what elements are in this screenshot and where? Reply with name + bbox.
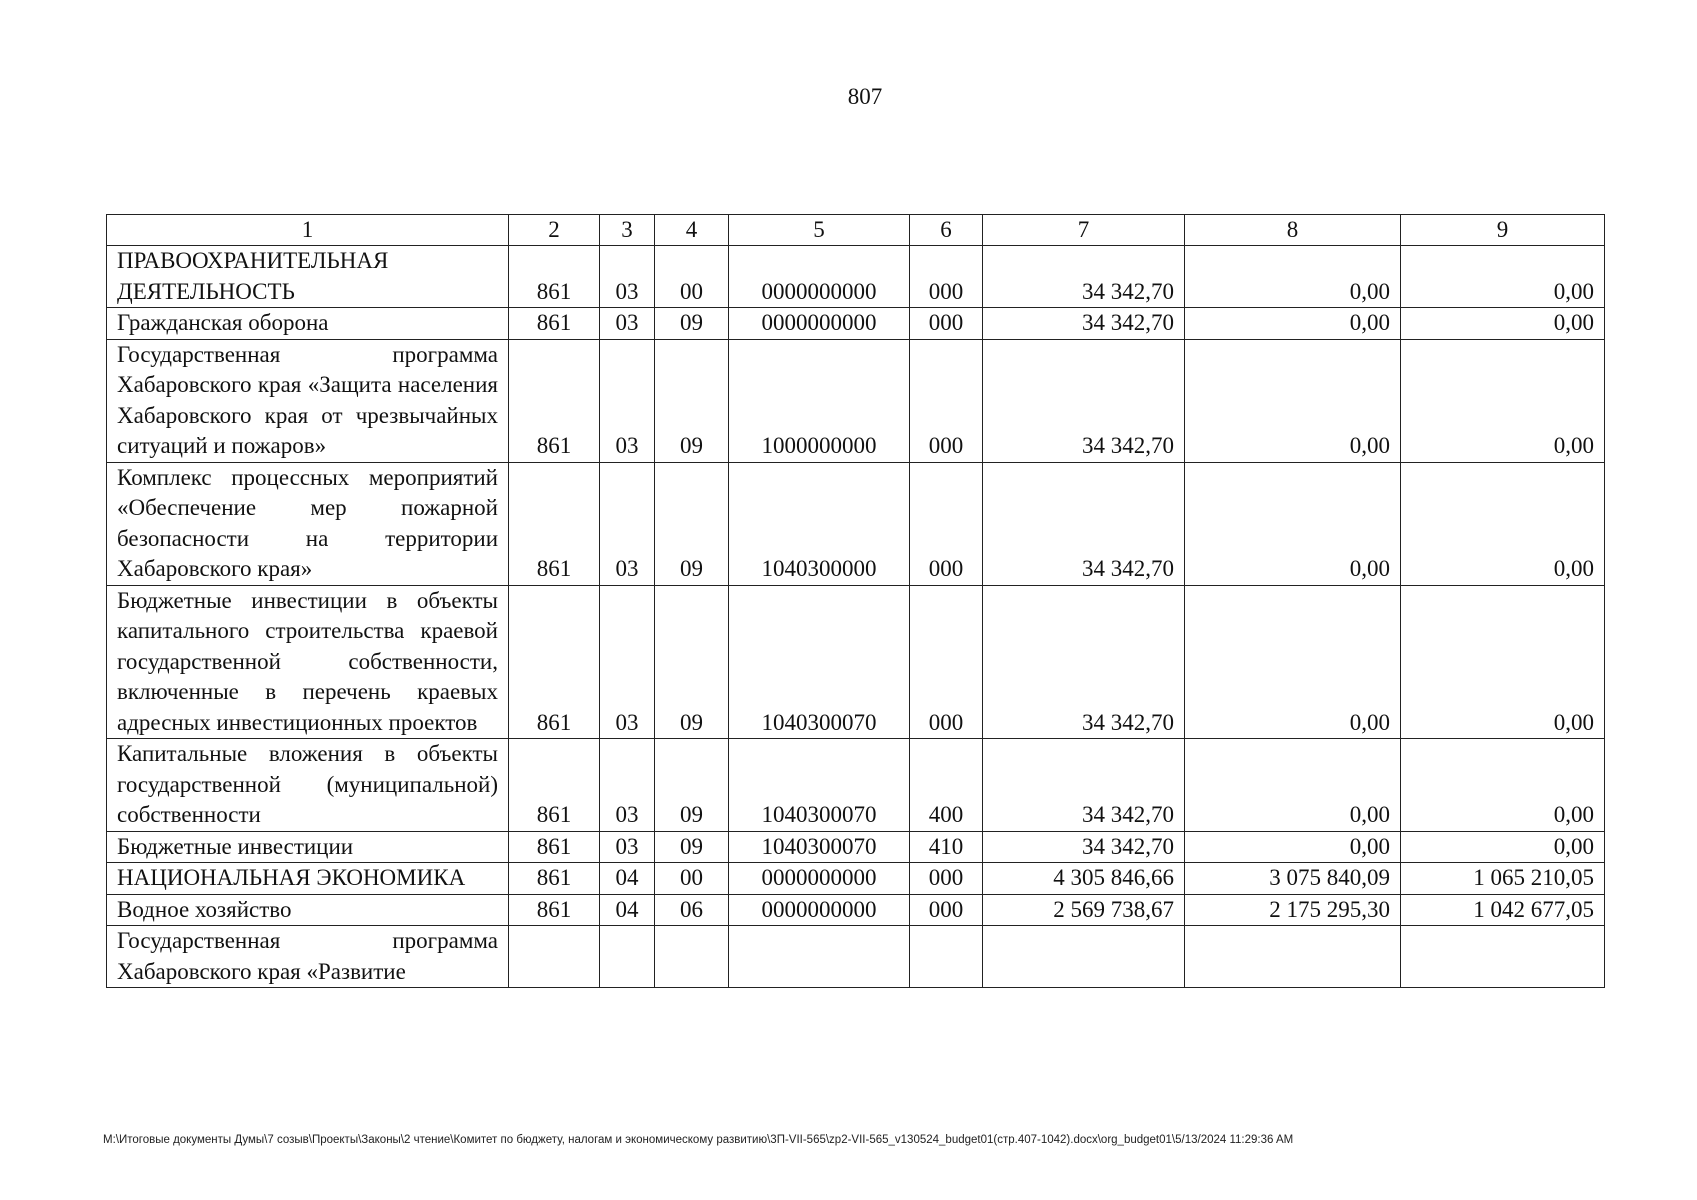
row-amount-8: 3 075 840,09 — [1185, 863, 1401, 895]
col-header-2: 2 — [509, 215, 600, 246]
row-code-3: 03 — [600, 831, 655, 863]
row-amount-9: 0,00 — [1401, 339, 1605, 462]
row-code-3: 03 — [600, 739, 655, 832]
row-code-5: 0000000000 — [729, 863, 910, 895]
header-row — [107, 215, 1605, 246]
row-amount-8: 0,00 — [1185, 339, 1401, 462]
row-code-6: 400 — [910, 739, 983, 832]
col-header-9: 9 — [1401, 215, 1605, 246]
row-code-3: 03 — [600, 585, 655, 739]
row-code-3 — [600, 926, 655, 988]
budget-table — [106, 214, 1605, 988]
row-amount-7: 34 342,70 — [983, 462, 1185, 585]
row-code-3: 04 — [600, 894, 655, 926]
row-amount-9: 0,00 — [1401, 246, 1605, 308]
row-name: Водное хозяйство — [107, 894, 509, 926]
table-row — [107, 585, 1605, 739]
row-name: НАЦИОНАЛЬНАЯ ЭКОНОМИКА — [107, 863, 509, 895]
row-code-5: 1040300070 — [729, 739, 910, 832]
table-row — [107, 739, 1605, 832]
row-name: Гражданская оборона — [107, 308, 509, 340]
row-code-2: 861 — [509, 246, 600, 308]
table-row — [107, 308, 1605, 340]
row-name: Комплекс процессных мероприятий «Обеспечение мер пожарной безопасности на территории Хабаровского края» — [107, 462, 509, 585]
row-code-4: 09 — [655, 831, 729, 863]
row-code-5: 1000000000 — [729, 339, 910, 462]
row-amount-7: 34 342,70 — [983, 585, 1185, 739]
row-code-4: 06 — [655, 894, 729, 926]
row-amount-7: 4 305 846,66 — [983, 863, 1185, 895]
row-amount-9: 0,00 — [1401, 308, 1605, 340]
row-code-5 — [729, 926, 910, 988]
row-code-4: 09 — [655, 739, 729, 832]
row-code-3: 03 — [600, 308, 655, 340]
footer-file-path: M:\Итоговые документы Думы\7 созыв\Проекты\Законы\2 чтение\Комитет по бюджету, налогам и экономическому развитию\3П-VII-565\zp2-VII-565_v130524_budget01(стр.407-1042).docx\org_budget01\5/13/2024 11:29:36 AM — [103, 1134, 1294, 1146]
row-code-5: 1040300070 — [729, 831, 910, 863]
row-code-5: 0000000000 — [729, 894, 910, 926]
row-name: Бюджетные инвестиции в объекты капитального строительства краевой государственной собственности, включенные в перечень краевых адресных инвестиционных проектов — [107, 585, 509, 739]
row-amount-7 — [983, 926, 1185, 988]
row-amount-8: 0,00 — [1185, 246, 1401, 308]
row-amount-7: 34 342,70 — [983, 308, 1185, 340]
page-number: 807 — [847, 84, 883, 109]
row-name: Бюджетные инвестиции — [107, 831, 509, 863]
row-code-2: 861 — [509, 894, 600, 926]
row-amount-8: 0,00 — [1185, 585, 1401, 739]
row-amount-9: 1 042 677,05 — [1401, 894, 1605, 926]
row-amount-9: 0,00 — [1401, 585, 1605, 739]
table-row — [107, 926, 1605, 988]
row-amount-9 — [1401, 926, 1605, 988]
row-code-6: 000 — [910, 308, 983, 340]
row-code-5: 1040300000 — [729, 462, 910, 585]
row-code-4: 09 — [655, 462, 729, 585]
row-code-4 — [655, 926, 729, 988]
row-amount-8: 0,00 — [1185, 462, 1401, 585]
row-code-4: 00 — [655, 246, 729, 308]
row-code-6 — [910, 926, 983, 988]
col-header-3: 3 — [600, 215, 655, 246]
row-code-4: 09 — [655, 308, 729, 340]
row-code-6: 410 — [910, 831, 983, 863]
row-code-4: 00 — [655, 863, 729, 895]
row-amount-9: 1 065 210,05 — [1401, 863, 1605, 895]
col-header-1: 1 — [107, 215, 509, 246]
row-name: Государственная программа Хабаровского края «Защита населения Хабаровского края от чрезвычайных ситуаций и пожаров» — [107, 339, 509, 462]
row-amount-9: 0,00 — [1401, 462, 1605, 585]
table-row — [107, 339, 1605, 462]
row-code-5: 0000000000 — [729, 308, 910, 340]
row-amount-9: 0,00 — [1401, 831, 1605, 863]
row-amount-7: 2 569 738,67 — [983, 894, 1185, 926]
row-name: Капитальные вложения в объекты государственной (муниципальной) собственности — [107, 739, 509, 832]
table-row — [107, 863, 1605, 895]
row-amount-7: 34 342,70 — [983, 831, 1185, 863]
row-code-2 — [509, 926, 600, 988]
table-row — [107, 831, 1605, 863]
row-code-2: 861 — [509, 863, 600, 895]
row-code-2: 861 — [509, 339, 600, 462]
row-code-2: 861 — [509, 308, 600, 340]
row-code-2: 861 — [509, 462, 600, 585]
row-code-6: 000 — [910, 339, 983, 462]
row-code-2: 861 — [509, 585, 600, 739]
table-row — [107, 462, 1605, 585]
row-code-6: 000 — [910, 462, 983, 585]
row-name: Государственная программа Хабаровского края «Развитие — [107, 926, 509, 988]
row-code-3: 03 — [600, 462, 655, 585]
row-amount-9: 0,00 — [1401, 739, 1605, 832]
table-row — [107, 246, 1605, 308]
row-amount-7: 34 342,70 — [983, 246, 1185, 308]
col-header-8: 8 — [1185, 215, 1401, 246]
row-code-3: 03 — [600, 339, 655, 462]
col-header-5: 5 — [729, 215, 910, 246]
row-code-5: 0000000000 — [729, 246, 910, 308]
row-code-5: 1040300070 — [729, 585, 910, 739]
col-header-6: 6 — [910, 215, 983, 246]
row-code-4: 09 — [655, 339, 729, 462]
row-amount-7: 34 342,70 — [983, 339, 1185, 462]
row-code-6: 000 — [910, 585, 983, 739]
row-code-2: 861 — [509, 831, 600, 863]
row-code-6: 000 — [910, 894, 983, 926]
row-code-6: 000 — [910, 246, 983, 308]
row-amount-8 — [1185, 926, 1401, 988]
row-amount-7: 34 342,70 — [983, 739, 1185, 832]
row-name: ПРАВООХРАНИТЕЛЬНАЯ ДЕЯТЕЛЬНОСТЬ — [107, 246, 509, 308]
row-code-2: 861 — [509, 739, 600, 832]
col-header-7: 7 — [983, 215, 1185, 246]
row-code-4: 09 — [655, 585, 729, 739]
row-code-3: 04 — [600, 863, 655, 895]
row-code-6: 000 — [910, 863, 983, 895]
row-amount-8: 0,00 — [1185, 831, 1401, 863]
table-row — [107, 894, 1605, 926]
row-amount-8: 0,00 — [1185, 739, 1401, 832]
row-amount-8: 0,00 — [1185, 308, 1401, 340]
col-header-4: 4 — [655, 215, 729, 246]
row-amount-8: 2 175 295,30 — [1185, 894, 1401, 926]
row-code-3: 03 — [600, 246, 655, 308]
